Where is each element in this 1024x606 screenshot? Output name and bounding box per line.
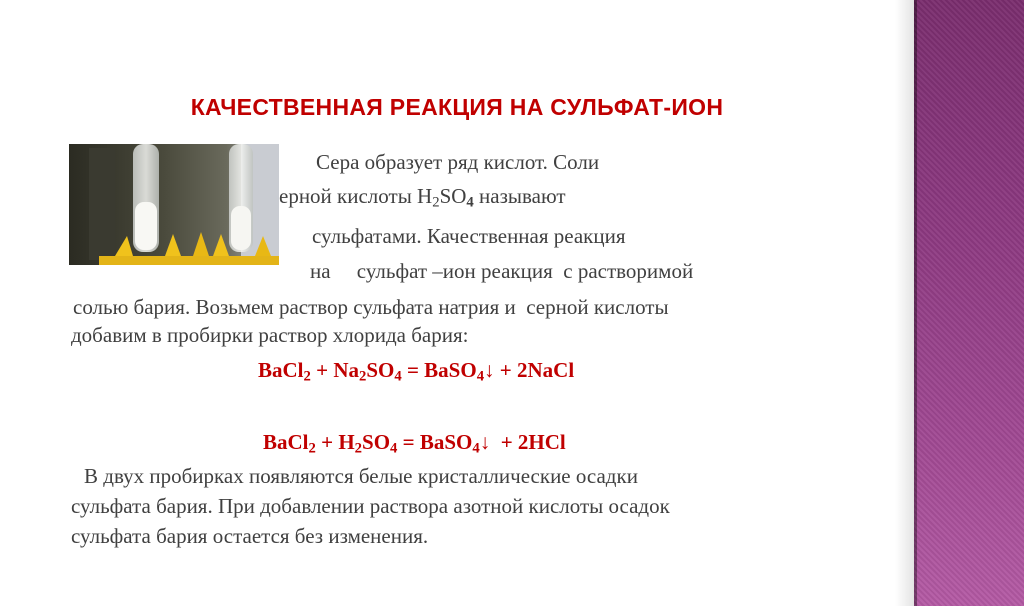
reaction-formula-2: BaCl$_2$ + $H_2SO_4$ = BaSO$_4$↓ + 2HCl <box>263 430 566 457</box>
text-line-7: В двух пробирках появляются белые кристаллические осадки <box>84 464 638 488</box>
test-tubes-photo-icon <box>69 144 279 265</box>
reaction-formula-1: BaCl$_2$ + $Na_2SO_4$ = BaSO$_4$↓ + 2NaCl <box>258 358 575 385</box>
text-line-5: солью бария. Возьмем раствор сульфата натрия и серной кислоты <box>73 295 669 319</box>
text-line-1: Сера образует ряд кислот. Соли <box>316 150 600 174</box>
text-line-2: ерной кислоты $H_2SO_4$ называют <box>279 184 566 211</box>
test-tubes-photo <box>69 144 279 265</box>
side-accent-band <box>914 0 1024 606</box>
text-line-3: сульфатами. Качественная реакция <box>312 224 626 248</box>
text-line-6: добавим в пробирки раствор хлорида бария: <box>71 323 469 347</box>
text-line-8: сульфата бария. При добавлении раствора азотной кислоты осадок <box>71 494 670 518</box>
text-line-9: сульфата бария остается без изменения. <box>71 524 429 548</box>
slide-title: КАЧЕСТВЕННАЯ РЕАКЦИЯ НА СУЛЬФАТ-ИОН <box>190 94 724 120</box>
text-line-4: на сульфат –ион реакция с растворимой <box>310 259 694 283</box>
